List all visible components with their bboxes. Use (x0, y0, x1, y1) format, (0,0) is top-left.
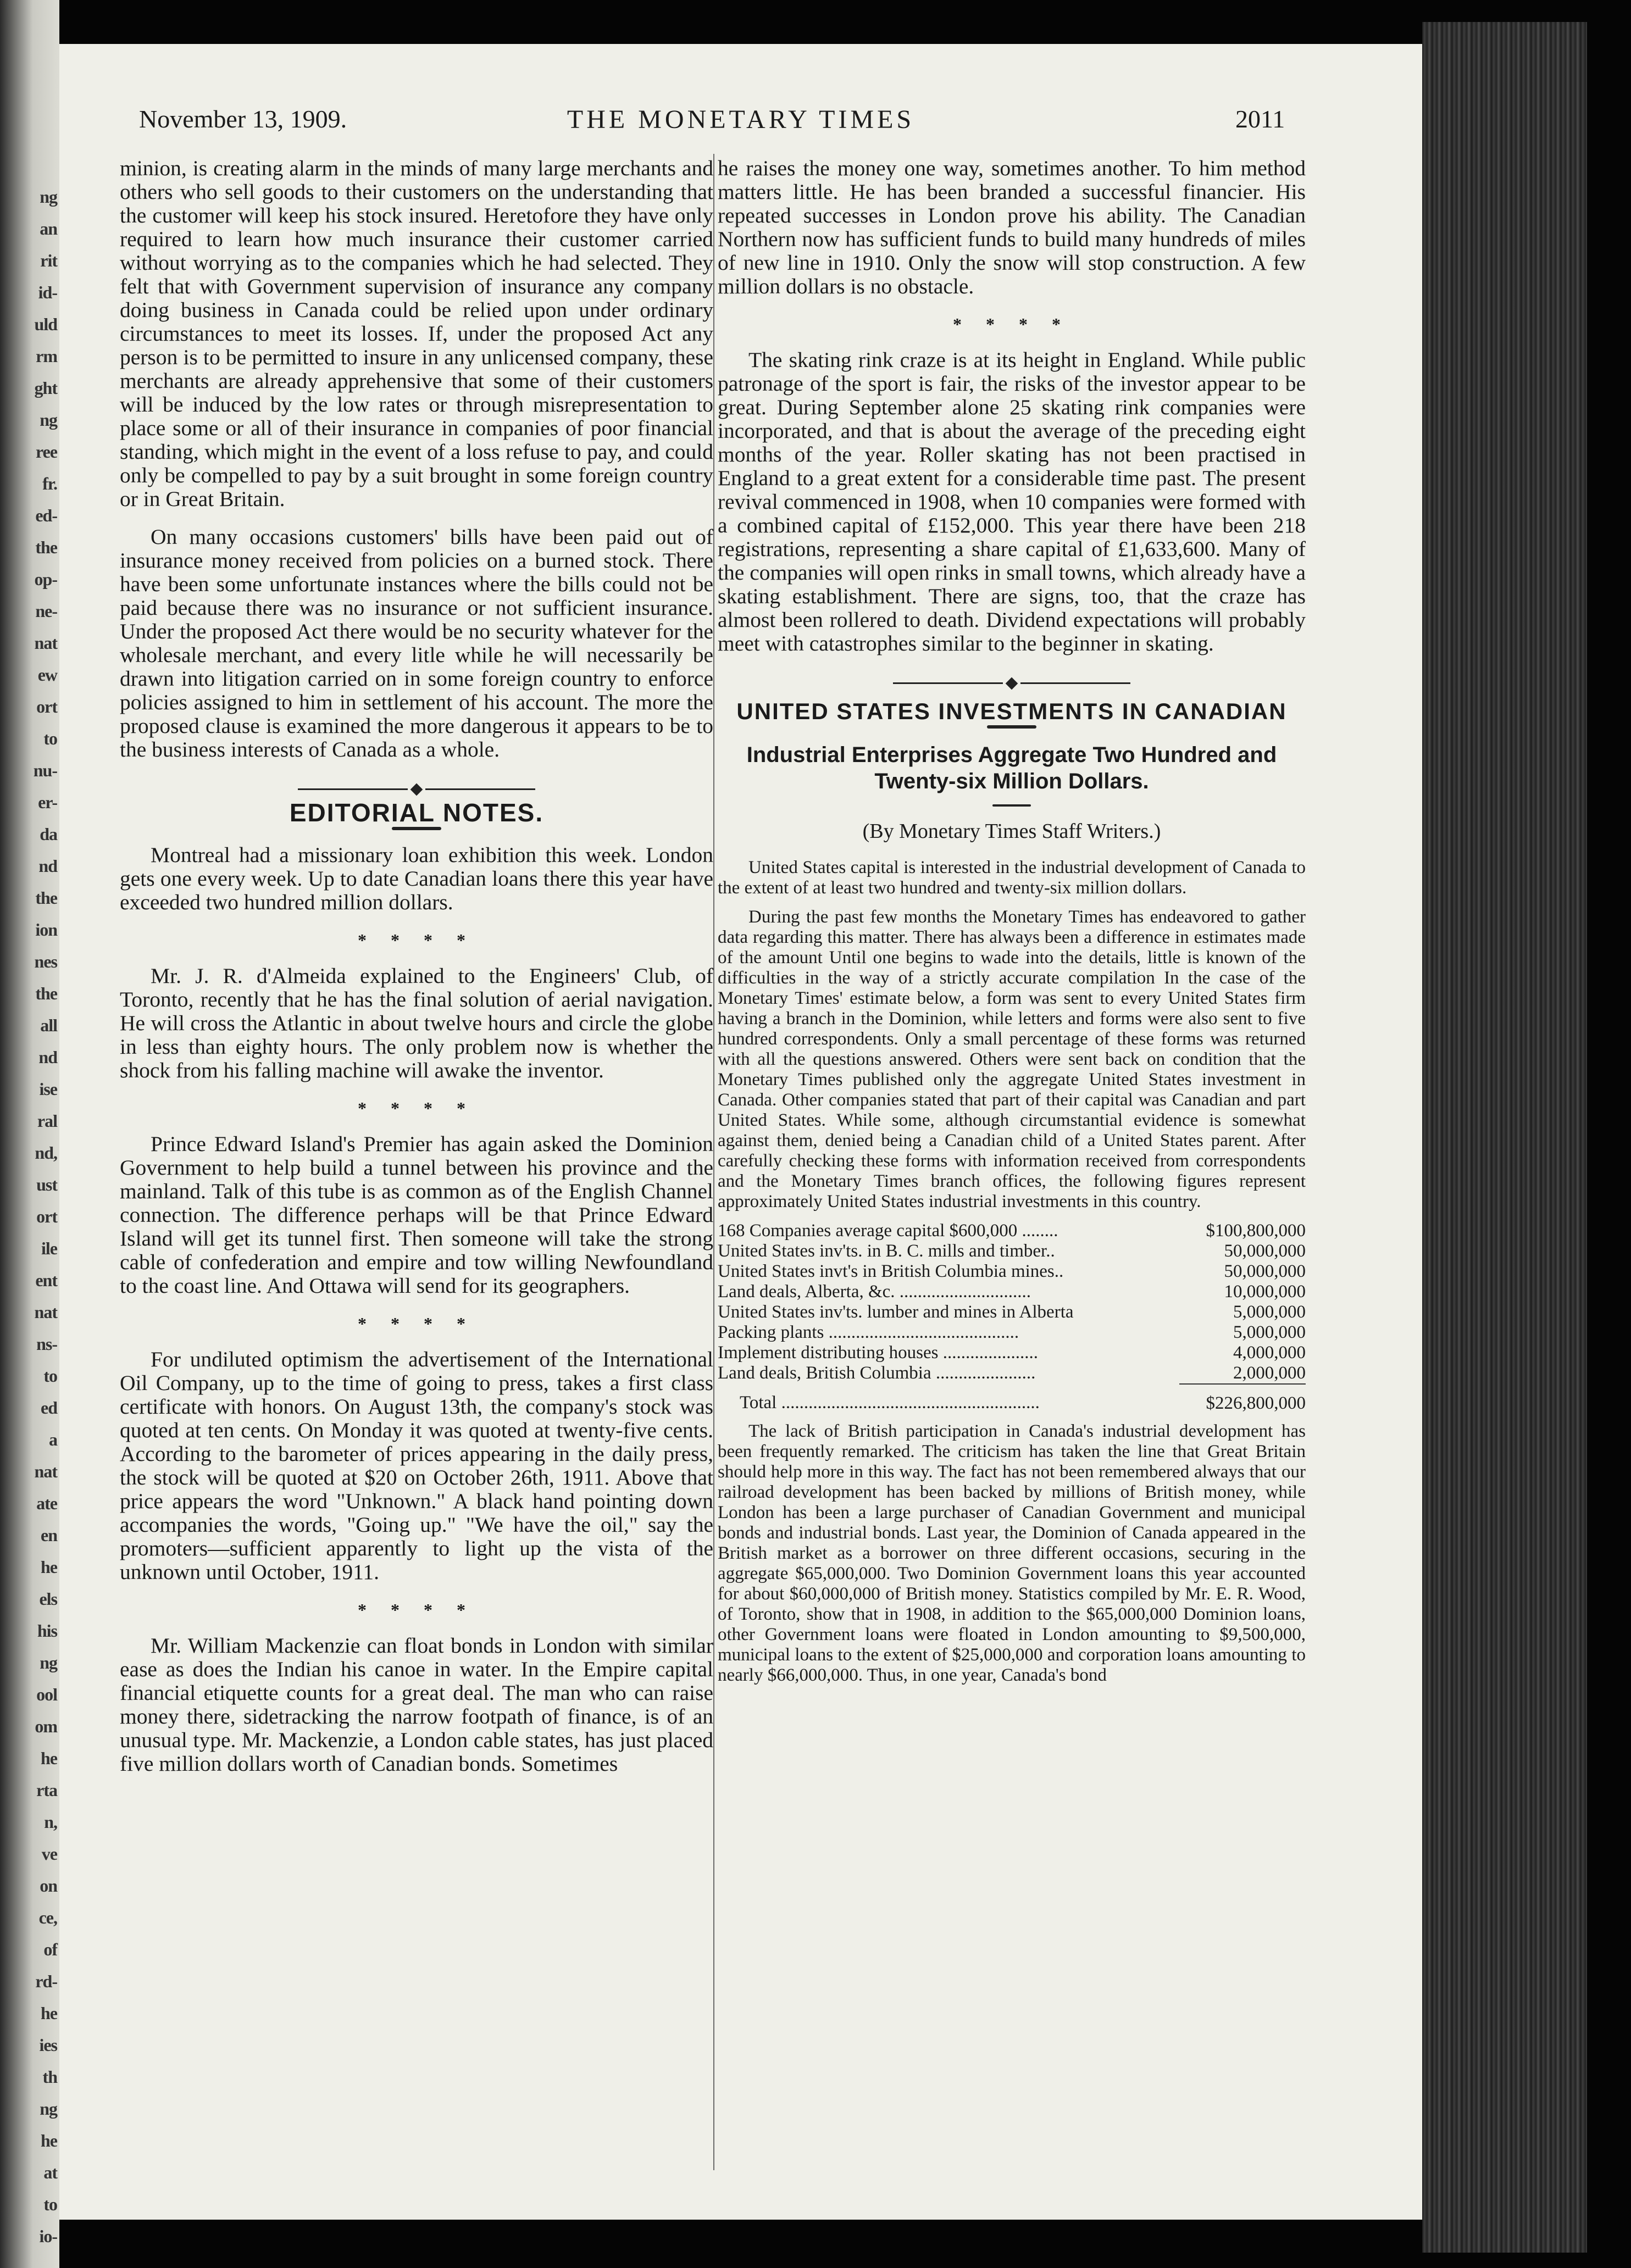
adjacent-page-fragment: the (35, 983, 57, 1003)
adjacent-page-fragment: nd (38, 856, 57, 876)
adjacent-page-fragment: nat (34, 1461, 57, 1481)
investment-row (718, 1282, 1306, 1302)
total-label: Total ......................................................... (740, 1393, 1040, 1413)
editorial-note: Mr. William Mackenzie can float bonds in London with similar ease as does the Indian his canoe in water. In the Empire capital financial etiquette counts for a great deal. The man who can raise money there, sidetracking the narrow footpath of finance, is of an unusual type. Mr. Mackenzie, a London cable states, has just placed five million dollars worth of Canadian bonds. Sometimes (120, 1633, 713, 1776)
adjacent-page-fragment: a (49, 1430, 57, 1449)
investment-amount: 4,000,000 (1233, 1343, 1306, 1363)
adjacent-page-fragment: ies (39, 2035, 57, 2055)
article-title: UNITED STATES INVESTMENTS IN CANADIAN (736, 698, 1287, 724)
column-divider (713, 154, 714, 2170)
page-number: 2011 (1235, 105, 1285, 133)
adjacent-page-fragment: of (43, 1939, 57, 1959)
heading-rule (987, 725, 1036, 729)
adjacent-page-fragment: he (41, 2131, 57, 2150)
adjacent-page-fragment: to (43, 2194, 57, 2214)
adjacent-page-fragment: ort (36, 697, 57, 716)
adjacent-page-fragment: io- (39, 2226, 57, 2246)
investment-row (718, 1261, 1306, 1282)
investment-label: United States inv'ts. in B. C. mills and timber.. (718, 1241, 1055, 1261)
adjacent-page-fragment: an (40, 219, 57, 238)
editorial-note: Mr. J. R. d'Almeida explained to the Engineers' Club, of Toronto, recently that he has the final solution of aerial navigation. He will cross the Atlantic in about twelve hours and circle the globe in less than eighty hours. The only problem now is whether the shock from his falling machine will awake the inventor. (120, 964, 713, 1082)
adjacent-page-fragment: nd, (35, 1143, 57, 1163)
adjacent-page-fragment: his (37, 1621, 57, 1641)
total-amount: $226,800,000 (1206, 1393, 1306, 1413)
adjacent-page-fragment: ng (40, 187, 57, 207)
investment-amount: 50,000,000 (1224, 1261, 1306, 1281)
investment-label: Land deals, British Columbia ...................... (718, 1363, 1036, 1383)
investment-label: Packing plants .......................................... (718, 1322, 1019, 1342)
subtitle-rule (992, 804, 1031, 807)
adjacent-page-fragment: n, (44, 1812, 57, 1832)
investment-amount: $100,800,000 (1206, 1221, 1306, 1241)
note-separator: * * * * (358, 1098, 475, 1118)
adjacent-page-fragment: en (41, 1525, 57, 1545)
investment-row (718, 1241, 1306, 1261)
page-header (59, 104, 1422, 148)
investment-amount: 2,000,000 (1179, 1363, 1306, 1384)
adjacent-page-fragment: ns- (36, 1334, 57, 1354)
adjacent-page-fragment: ve (41, 1844, 57, 1864)
adjacent-page-fragment: to (43, 1366, 57, 1386)
adjacent-page-fragment: he (41, 1557, 57, 1577)
article-byline: (By Monetary Times Staff Writers.) (862, 820, 1161, 843)
note-separator: * * * * (358, 930, 475, 950)
adjacent-page-fragment: ne- (35, 601, 57, 621)
adjacent-page-fragment: ght (34, 378, 57, 398)
adjacent-page-fragment: all (40, 1015, 57, 1035)
masthead: THE MONETARY TIMES (567, 105, 915, 134)
adjacent-page-fragment: uld (34, 314, 57, 334)
left-column (120, 157, 713, 1790)
adjacent-page-fragment: ust (36, 1175, 57, 1194)
investment-row (718, 1302, 1306, 1322)
editorial-note: Montreal had a missionary loan exhibition this week. London gets one every week. Up to date Canadian loans there this year have exceeded two hundred million dollars. (120, 843, 713, 914)
adjacent-page-fragment: om (35, 1716, 57, 1736)
article-subtitle: Industrial Enterprises Aggregate Two Hundred and Twenty-six Million Dollars. (746, 743, 1277, 793)
adjacent-page-fragment: ral (37, 1111, 57, 1131)
investment-label: Implement distributing houses ..................... (718, 1343, 1038, 1363)
book-page-edges (1422, 22, 1587, 2253)
investment-amount: 5,000,000 (1233, 1302, 1306, 1322)
adjacent-page-fragment: fr. (42, 474, 57, 493)
adjacent-page-fragment: ed (41, 1398, 57, 1418)
issue-date: November 13, 1909. (139, 105, 347, 133)
adjacent-page-fragment: ort (36, 1207, 57, 1226)
adjacent-page-fragment: ew (37, 665, 57, 685)
adjacent-page-fragment: nes (34, 952, 57, 971)
investments-table (718, 1221, 1306, 1414)
adjacent-page-edge (0, 0, 59, 2268)
adjacent-page-fragment: nat (34, 1302, 57, 1322)
investment-label: Land deals, Alberta, &c. ............................. (718, 1282, 1031, 1302)
adjacent-page-fragment: da (40, 824, 57, 844)
paragraph: The lack of British participation in Canada's industrial development has been frequently remarked. The criticism has taken the line that Great Britain should help more in this way. The fact has not been remembered always that our railroad development has been backed by millions of British money, while London has been a large purchaser of Canadian Government and municipal bonds and industrial bonds. Last year, the Dominion of Canada appeared in the British market as a borrower on three different occasions, securing in the aggregate $65,000,000. Two Dominion Government loans this year accounted for about $60,000,000 of British money. Statistics compiled by Mr. E. R. Wood, of Toronto, show that in 1908, in addition to the $65,000,000 Dominion loans, other Government loans were floated in London amounting to $9,500,000, municipal loans to the extent of $25,000,000 and corporation loans amounting to nearly $66,000,000. Thus, in one year, Canada's bond (718, 1421, 1306, 1685)
paragraph: he raises the money one way, sometimes another. To him method matters little. He has been branded a successful financier. His repeated successes in London prove his ability. The Canadian Northern now has sufficient funds to build many hundreds of miles of new line in 1910. Only the snow will stop construction. A few million dollars is no obstacle. (718, 156, 1306, 298)
paragraph: minion, is creating alarm in the minds of many large merchants and others who sell goods to their customers on the understanding that the customer will keep his stock insured. Heretofore they have only required to learn how much insurance their customer carried without worrying as to the companies which he had selected. They felt that with Government supervision of insurance any company doing business in Canada could be relied upon under ordinary circumstances to meet its losses. If, under the proposed Act any person is to be permitted to insure in any unlicensed company, these merchants are already apprehensive that some of their customers will be induced by the low rates or through misrepresentation to place some or all of their insurance in companies of poor financial standing, which might in the event of a loss refuse to pay, and could only be compelled to pay by a suit brought in some foreign country or in Great Britain. (120, 156, 713, 511)
investment-row (718, 1221, 1306, 1241)
adjacent-page-fragment: ng (40, 2099, 57, 2119)
investment-row (718, 1322, 1306, 1343)
adjacent-page-fragment: ed- (35, 505, 57, 525)
adjacent-page-fragment: ate (36, 1493, 57, 1513)
adjacent-page-fragment: ree (35, 442, 57, 462)
adjacent-page-fragment: rm (36, 346, 57, 366)
heading-rule (392, 827, 441, 830)
note-separator: * * * * (953, 314, 1070, 334)
adjacent-page-fragment: els (39, 1589, 57, 1609)
adjacent-page-fragment: ile (41, 1238, 57, 1258)
adjacent-page-fragment: nat (34, 633, 57, 653)
adjacent-page-fragment: to (43, 729, 57, 748)
note-separator: * * * * (358, 1600, 475, 1620)
adjacent-page-fragment: id- (38, 282, 57, 302)
adjacent-page-fragment: op- (34, 569, 57, 589)
adjacent-page-fragment: on (40, 1876, 57, 1895)
adjacent-page-fragment: ng (40, 1653, 57, 1672)
adjacent-page-fragment: nd (38, 1047, 57, 1067)
section-ornament (718, 670, 1306, 681)
investment-amount: 5,000,000 (1233, 1322, 1306, 1342)
paragraph: The skating rink craze is at its height in England. While public patronage of the sport is fair, the risks of the investor appear to be great. During September alone 25 skating rink companies were incorporated, and that is about the average of the preceding eight months of the year. Roller skating has not been practised in England to a great extent for a considerable time past. The present revival commenced in 1908, when 10 companies were formed with a combined capital of £152,000. This year there have been 218 registrations, representing a share capital of £1,633,600. Many of the companies will open rinks in small towns, which already have a skating establishment. There are signs, too, that the craze has almost been rollered to death. Dividend expectations will probably meet with catastrophes similar to the beginner in skating. (718, 348, 1306, 655)
newspaper-page (59, 44, 1422, 2220)
paragraph: On many occasions customers' bills have been paid out of insurance money received from policies on a burned stock. There have been some unfortunate instances where the bills could not be paid because there was no insurance or not sufficient insurance. Under the proposed Act there would be no security whatever for the wholesale merchant, and every litle while he will necessarily be drawn into litigation carried on in some foreign country to enforce policies assigned to him in settlement of his account. The more the proposed clause is examined the more dangerous it appears to be to the business interests of Canada as a whole. (120, 525, 713, 761)
adjacent-page-fragment: ng (40, 410, 57, 430)
adjacent-page-fragment: he (41, 2003, 57, 2023)
adjacent-page-fragment: ce, (38, 1908, 57, 1927)
adjacent-page-fragment: ent (35, 1270, 57, 1290)
adjacent-page-fragment: at (43, 2163, 57, 2182)
editorial-note: For undiluted optimism the advertisement of the International Oil Company, up to the time of going to press, takes a first class certificate with honors. On August 13th, the company's stock was quoted at ten cents. On Monday it was quoted at twenty-five cents. According to the barometer of prices appearing in the daily press, the stock will be quoted at $20 on October 26th, 1911. Above that price appears the word "Unknown." A black hand pointing down accompanies the words, "Going up." "We have the oil," say the promoters—sufficient apparently to light up the vista of the unknown until October, 1911. (120, 1347, 713, 1584)
adjacent-page-fragment: he (41, 1748, 57, 1768)
editorial-note: Prince Edward Island's Premier has again asked the Dominion Government to help build a tunnel between his province and the mainland. Talk of this tube is as common as of the English Channel connection. The difference perhaps will be that Prince Edward Island will get its tunnel first. Then someone will take the strong cable of confederation and empire and tow willing Newfoundland to the coast line. And Ottawa will send for its geographers. (120, 1132, 713, 1298)
article-body (718, 858, 1306, 1686)
adjacent-page-fragment: rit (40, 251, 57, 270)
investment-row (718, 1343, 1306, 1363)
investment-amount: 10,000,000 (1224, 1282, 1306, 1302)
adjacent-page-fragment: ise (39, 1079, 57, 1099)
note-separator: * * * * (358, 1314, 475, 1333)
paragraph: During the past few months the Monetary Times has endeavored to gather data regarding this matter. There has always been a difference in estimates made of the amount Until one begins to wade into the details, little is known of the difficulties in the way of a strictly accurate compilation In the case of the Monetary Times' estimate below, a form was sent to every United States firm having a branch in the Dominion, while letters and forms were also sent to five hundred correspondents. Only a small percentage of these forms was returned with all the questions answered. Others were sent back on condition that the Monetary Times published only the aggregate United States investment in Canada. Other companies stated that part of their capital was Canadian and part United States. While some, although circumstantial evidence is somewhat against them, denied being a Canadian child of a United States parent. After carefully checking these forms with information received from correspondents and the Monetary Times branch offices, the following figures represent approximately United States industrial investments in this country. (718, 907, 1306, 1211)
investment-row (718, 1363, 1306, 1384)
paragraph: United States capital is interested in the industrial development of Canada to the extent of at least two hundred and twenty-six million dollars. (718, 858, 1306, 898)
investment-amount: 50,000,000 (1224, 1241, 1306, 1261)
investments-total-row (718, 1384, 1306, 1414)
adjacent-page-fragment: rd- (35, 1971, 57, 1991)
adjacent-page-fragment: th (42, 2067, 57, 2087)
section-ornament (120, 776, 713, 787)
adjacent-page-fragment: er- (38, 792, 57, 812)
adjacent-page-fragment: the (35, 537, 57, 557)
adjacent-page-fragment: rta (36, 1780, 57, 1800)
investment-label: United States inv'ts. lumber and mines in Alberta (718, 1302, 1074, 1322)
right-column (718, 157, 1306, 1694)
adjacent-page-fragment: ool (36, 1685, 57, 1704)
adjacent-page-fragment: nu- (33, 760, 57, 780)
adjacent-page-fragment: the (35, 888, 57, 908)
editorial-notes-heading: EDITORIAL NOTES. (289, 798, 544, 827)
investment-label: 168 Companies average capital $600,000 ........ (718, 1221, 1058, 1241)
adjacent-page-fragment: ion (35, 920, 57, 940)
investment-label: United States invt's in British Columbia mines.. (718, 1261, 1064, 1281)
